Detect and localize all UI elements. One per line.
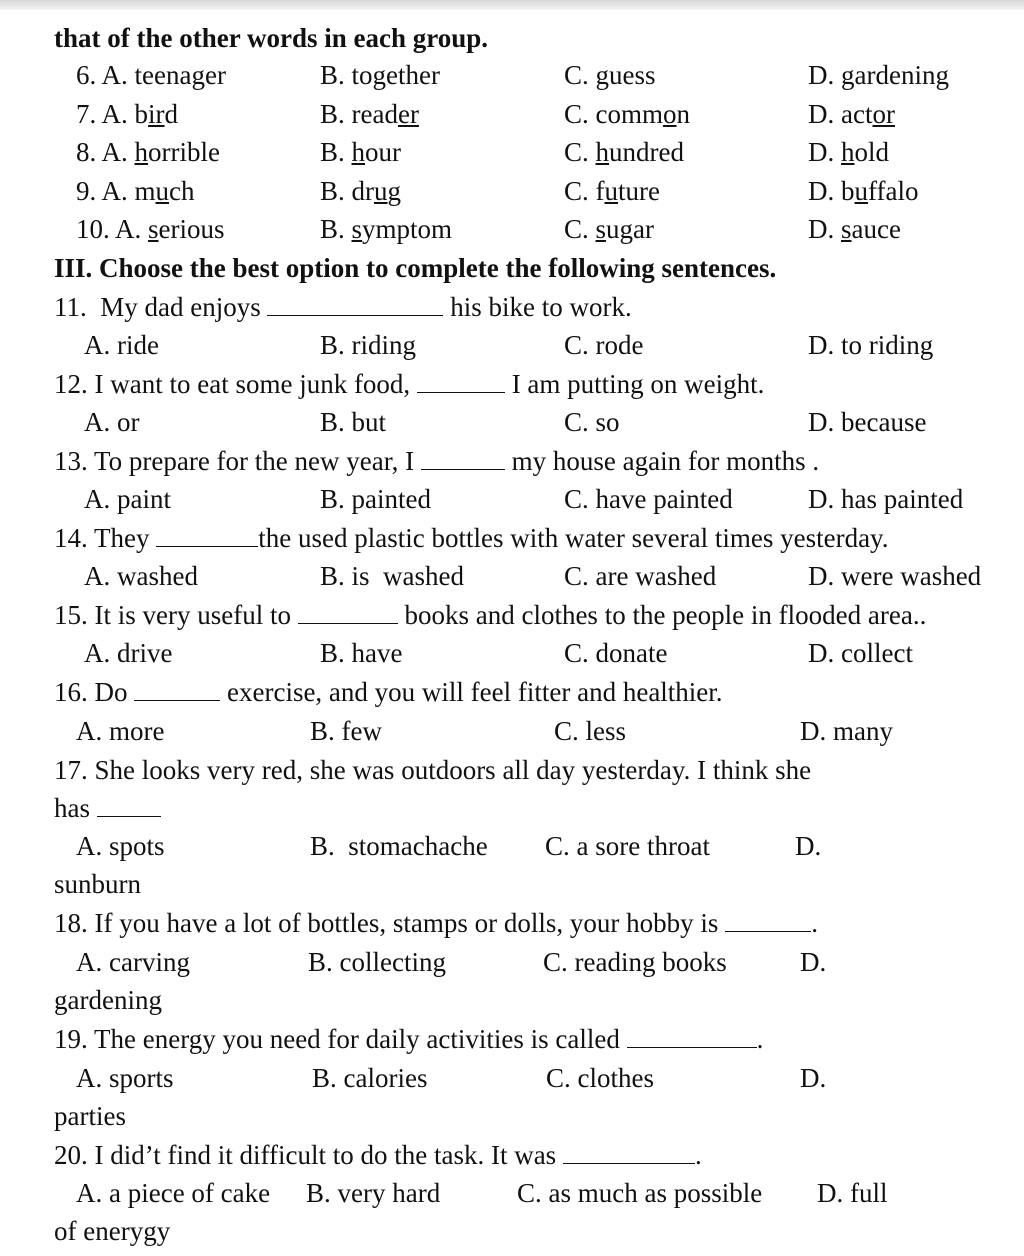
- underlined-sound: u: [155, 175, 170, 206]
- q6-option-d: D. gardening: [808, 60, 949, 90]
- underlined-sound: o: [663, 98, 677, 129]
- q20-option-c: C. as much as possible: [517, 1178, 763, 1208]
- underlined-sound: u: [604, 175, 618, 206]
- underlined-sound: teenager: [134, 60, 226, 90]
- q7-option-d: D. actor: [808, 98, 895, 129]
- question-19: 19. The energy you need for daily activities is called .: [54, 1024, 764, 1054]
- q10-option-d: D. sauce: [808, 214, 901, 244]
- q18-option-d-text: gardening: [54, 985, 162, 1015]
- q11-option-b: B. riding: [320, 330, 417, 360]
- q18-option-a: A. carving: [76, 947, 190, 977]
- underlined-sound: s: [841, 214, 852, 244]
- underlined-sound: gardening: [841, 60, 949, 90]
- q12-option-c: C. so: [564, 407, 620, 437]
- q16-option-a: A. more: [76, 716, 165, 746]
- question-12: 12. I want to eat some junk food, I am putting on weight.: [54, 369, 765, 399]
- q12-option-b: B. but: [320, 407, 387, 437]
- underlined-sound: ir: [148, 98, 165, 129]
- question-17: 17. She looks very red, she was outdoors all day yesterday. I think she: [54, 755, 812, 785]
- underlined-sound: h: [595, 137, 610, 167]
- q12-option-d: D. because: [808, 407, 927, 437]
- underlined-sound: u: [374, 175, 388, 206]
- q18-option-b: B. collecting: [308, 947, 446, 977]
- q8-option-d: D. hold: [808, 137, 890, 167]
- q20-option-d: D. full: [817, 1178, 888, 1208]
- q20-option-b: B. very hard: [306, 1178, 441, 1208]
- q14-option-a: A. washed: [84, 561, 198, 591]
- question-20: 20. I did’t find it difficult to do the task. It was .: [54, 1140, 702, 1170]
- underlined-sound: h: [841, 137, 855, 167]
- underlined-sound: or: [872, 98, 895, 129]
- underlined-sound: guess: [595, 60, 656, 90]
- underlined-sound: h: [351, 137, 366, 167]
- q17-option-a: A. spots: [76, 831, 165, 861]
- question-14: 14. They the used plastic bottles with water several times yesterday.: [54, 523, 889, 553]
- q8-option-c: C. hundred: [564, 137, 684, 167]
- underlined-sound: u: [854, 175, 868, 206]
- q19-option-d: D.: [800, 1063, 827, 1093]
- q16-option-b: B. few: [310, 716, 382, 746]
- q15-option-a: A. drive: [84, 638, 173, 668]
- q17-option-b: B. stomachache: [310, 831, 488, 861]
- q10-option-c: C. sugar: [564, 214, 655, 244]
- q8-option-a: 8. A. horrible: [76, 137, 220, 167]
- question-number: 9.: [76, 175, 102, 206]
- q9-option-a: 9. A. much: [76, 175, 195, 206]
- underlined-sound: s: [148, 214, 159, 244]
- q7-option-b: B. reader: [320, 98, 419, 129]
- q13-option-c: C. have painted: [564, 484, 733, 514]
- top-edge: [0, 0, 1024, 10]
- q19-option-a: A. sports: [76, 1063, 174, 1093]
- question-number: 8.: [76, 137, 102, 167]
- question-18: 18. If you have a lot of bottles, stamps or dolls, your hobby is .: [54, 908, 818, 938]
- underlined-sound: s: [351, 214, 363, 244]
- q15-option-d: D. collect: [808, 638, 913, 668]
- q7-option-c: C. common: [564, 98, 690, 129]
- q10-option-a: 10. A. serious: [76, 214, 225, 244]
- q7-option-a: 7. A. bird: [76, 98, 179, 129]
- q19-option-d-text: parties: [54, 1101, 126, 1131]
- q13-option-a: A. paint: [84, 484, 171, 514]
- q16-option-c: C. less: [554, 716, 627, 746]
- q18-option-d: D.: [800, 947, 827, 977]
- q6-option-c: C. guess: [564, 60, 656, 90]
- q9-option-c: C. future: [564, 175, 660, 206]
- underlined-sound: together: [351, 60, 440, 90]
- q6-option-b: B. together: [320, 60, 440, 90]
- q10-option-b: B. symptom: [320, 214, 453, 244]
- q14-option-d: D. were washed: [808, 561, 982, 591]
- question-17-continued: has: [54, 792, 161, 824]
- q8-option-b: B. hour: [320, 137, 402, 167]
- q15-option-b: B. have: [320, 638, 403, 668]
- q14-option-c: C. are washed: [564, 561, 717, 591]
- underlined-sound: er: [397, 98, 419, 129]
- q17-option-c: C. a sore throat: [545, 831, 710, 861]
- question-number: 7.: [76, 98, 102, 129]
- question-15: 15. It is very useful to books and clothes to the people in flooded area..: [54, 600, 927, 630]
- underlined-sound: s: [595, 214, 607, 244]
- instruction-text: that of the other words in each group.: [54, 23, 489, 53]
- q9-option-b: B. drug: [320, 175, 401, 206]
- q20-option-a: A. a piece of cake: [76, 1178, 271, 1208]
- section-3-heading: III. Choose the best option to complete the following sentences.: [54, 253, 777, 283]
- q15-option-c: C. donate: [564, 638, 668, 668]
- q20-option-d-text: of enerygy: [54, 1216, 171, 1246]
- q19-option-b: B. calories: [312, 1063, 428, 1093]
- q16-option-d: D. many: [800, 716, 893, 746]
- q13-option-b: B. painted: [320, 484, 431, 514]
- q11-option-c: C. rode: [564, 330, 644, 360]
- q17-option-d: D.: [795, 831, 822, 861]
- q18-option-c: C. reading books: [543, 947, 727, 977]
- q17-option-d-text: sunburn: [54, 869, 141, 899]
- question-number: 10.: [76, 214, 116, 244]
- question-number: 6.: [76, 60, 102, 90]
- q14-option-b: B. is washed: [320, 561, 464, 591]
- q19-option-c: C. clothes: [546, 1063, 654, 1093]
- question-11: 11. My dad enjoys his bike to work.: [54, 292, 632, 322]
- q11-option-d: D. to riding: [808, 330, 934, 360]
- q9-option-d: D. buffalo: [808, 175, 919, 206]
- q11-option-a: A. ride: [84, 330, 159, 360]
- q12-option-a: A. or: [84, 407, 140, 437]
- question-16: 16. Do exercise, and you will feel fitter and healthier.: [54, 677, 723, 707]
- question-13: 13. To prepare for the new year, I my house again for months .: [54, 446, 820, 476]
- q13-option-d: D. has painted: [808, 484, 964, 514]
- q6-option-a: 6. A. teenager: [76, 60, 226, 90]
- underlined-sound: h: [134, 137, 149, 167]
